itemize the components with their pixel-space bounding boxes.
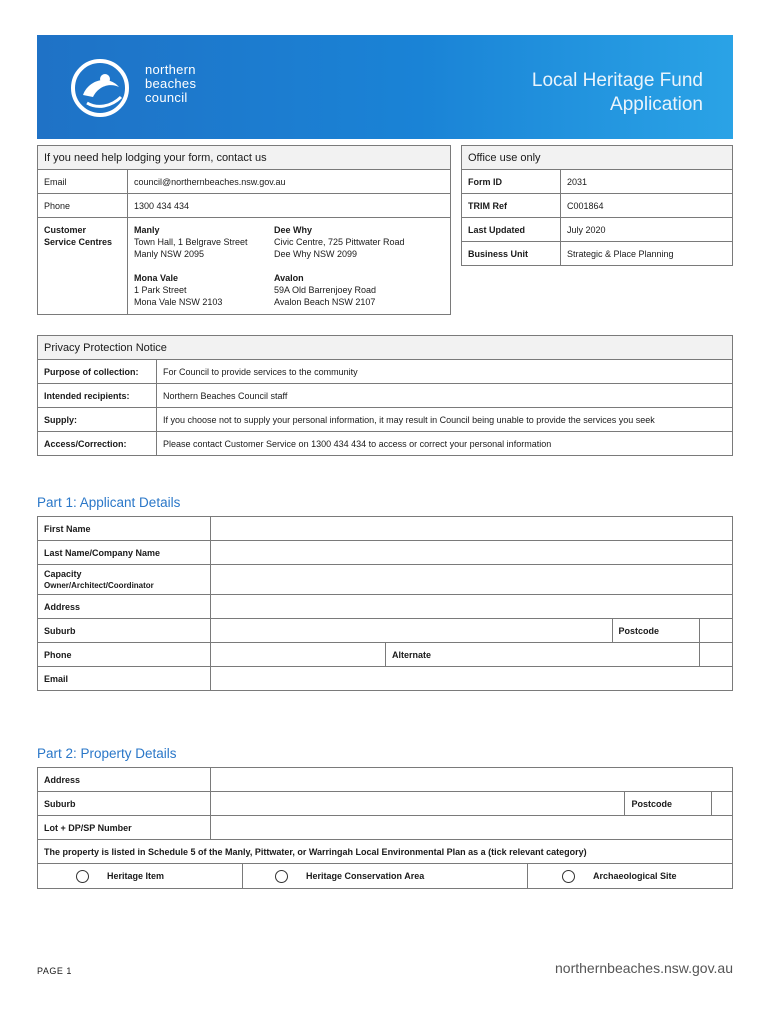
- privacy-recipients-label: Intended recipients:: [38, 384, 157, 408]
- capacity-label-text: Capacity: [44, 568, 82, 579]
- privacy-table: [37, 335, 733, 456]
- office-updated-label: Last Updated: [462, 218, 561, 242]
- applicant-address-label: Address: [38, 595, 211, 619]
- property-suburb-field[interactable]: [211, 792, 625, 816]
- applicant-email-label: Email: [38, 667, 211, 691]
- applicant-phone-label: Phone: [38, 643, 211, 667]
- contact-phone-value[interactable]: 1300 434 434: [128, 194, 451, 218]
- option-heritage-item[interactable]: [38, 864, 243, 889]
- office-updated-value: July 2020: [561, 218, 733, 242]
- part2-title: Part 2: Property Details: [37, 746, 177, 761]
- applicant-table: [37, 516, 733, 691]
- privacy-supply-label: Supply:: [38, 408, 157, 432]
- applicant-last-name-label: Last Name/Company Name: [38, 541, 211, 565]
- privacy-supply-value: If you choose not to supply your personal information, it may result in Council being unable to provide the services you seek: [157, 408, 733, 432]
- contact-table: [37, 145, 451, 315]
- contact-heading: If you need help lodging your form, contact us: [38, 146, 451, 170]
- logo-line-2: beaches: [145, 76, 197, 91]
- contact-email-label: Email: [38, 170, 128, 194]
- header-banner: [37, 35, 733, 139]
- applicant-phone-field[interactable]: [211, 643, 386, 667]
- property-listing-question: The property is listed in Schedule 5 of the Manly, Pittwater, or Warringah Local Environmental Plan as a (tick relevant category): [38, 840, 733, 864]
- contact-phone-label: Phone: [38, 194, 128, 218]
- applicant-alternate-field[interactable]: [699, 643, 732, 667]
- applicant-email-field[interactable]: [211, 667, 733, 691]
- centre-mona-vale: Mona Vale 1 Park Street Mona Vale NSW 2103: [134, 273, 223, 307]
- applicant-suburb-label: Suburb: [38, 619, 211, 643]
- page-number: PAGE 1: [37, 966, 72, 976]
- applicant-suburb-field[interactable]: [211, 619, 613, 643]
- office-use-table: [461, 145, 733, 266]
- privacy-recipients-value: Northern Beaches Council staff: [157, 384, 733, 408]
- privacy-purpose-label: Purpose of collection:: [38, 360, 157, 384]
- logo-text: [145, 63, 196, 105]
- heritage-item-radio[interactable]: [76, 870, 89, 883]
- page-title: [532, 69, 703, 117]
- privacy-heading: Privacy Protection Notice: [38, 336, 733, 360]
- property-postcode-field[interactable]: [712, 792, 733, 816]
- conservation-area-label: Heritage Conservation Area: [306, 870, 425, 881]
- centres-label-line-2: Service Centres: [44, 237, 113, 247]
- centres-label-line-1: Customer: [44, 225, 87, 235]
- centre-avalon: Avalon 59A Old Barrenjoey Road Avalon Beach NSW 2107: [274, 273, 377, 307]
- applicant-postcode-label: Postcode: [612, 619, 699, 643]
- privacy-access-value: Please contact Customer Service on 1300 434 434 to access or correct your personal information: [157, 432, 733, 456]
- applicant-last-name-field[interactable]: [211, 541, 733, 565]
- applicant-alternate-label: Alternate: [386, 643, 700, 667]
- archaeological-site-radio[interactable]: [562, 870, 575, 883]
- applicant-capacity-field[interactable]: [211, 565, 733, 595]
- privacy-purpose-value: For Council to provide services to the community: [157, 360, 733, 384]
- property-address-field[interactable]: [211, 768, 733, 792]
- contact-email-value[interactable]: council@northernbeaches.nsw.gov.au: [128, 170, 451, 194]
- property-options-table: [37, 863, 733, 889]
- capacity-sub-label: Owner/Architect/Coordinator: [44, 580, 154, 590]
- archaeological-site-label: Archaeological Site: [593, 870, 677, 881]
- footer-url[interactable]: northernbeaches.nsw.gov.au: [555, 960, 733, 976]
- logo-line-3: council: [145, 90, 188, 105]
- applicant-capacity-label: [38, 565, 211, 595]
- conservation-area-radio[interactable]: [275, 870, 288, 883]
- page-title-line-2: Application: [610, 94, 703, 115]
- option-heritage-conservation-area[interactable]: [243, 864, 528, 889]
- part1-title: Part 1: Applicant Details: [37, 495, 181, 510]
- page-title-line-1: Local Heritage Fund: [531, 70, 703, 91]
- office-heading: Office use only: [462, 146, 733, 170]
- centres-list: [128, 218, 451, 315]
- property-suburb-label: Suburb: [38, 792, 211, 816]
- option-archaeological-site[interactable]: [528, 864, 733, 889]
- office-unit-value: Strategic & Place Planning: [561, 242, 733, 266]
- applicant-first-name-label: First Name: [38, 517, 211, 541]
- office-unit-label: Business Unit: [462, 242, 561, 266]
- council-logo-icon: [69, 57, 131, 119]
- heritage-item-label: Heritage Item: [107, 870, 165, 881]
- office-trim-label: TRIM Ref: [462, 194, 561, 218]
- applicant-first-name-field[interactable]: [211, 517, 733, 541]
- privacy-access-label: Access/Correction:: [38, 432, 157, 456]
- office-form-id-value: 2031: [561, 170, 733, 194]
- centre-dee-why: Dee Why Civic Centre, 725 Pittwater Road Dee Why NSW 2099: [274, 225, 405, 259]
- property-table: [37, 767, 733, 864]
- property-lot-field[interactable]: [211, 816, 733, 840]
- centres-label: [38, 218, 128, 315]
- logo-line-1: northern: [145, 62, 196, 77]
- centre-manly: Manly Town Hall, 1 Belgrave Street Manly NSW 2095: [134, 225, 248, 259]
- applicant-postcode-field[interactable]: [699, 619, 732, 643]
- office-form-id-label: Form ID: [462, 170, 561, 194]
- office-trim-value: C001864: [561, 194, 733, 218]
- property-postcode-label: Postcode: [625, 792, 712, 816]
- property-lot-label: Lot + DP/SP Number: [38, 816, 211, 840]
- property-address-label: Address: [38, 768, 211, 792]
- applicant-address-field[interactable]: [211, 595, 733, 619]
